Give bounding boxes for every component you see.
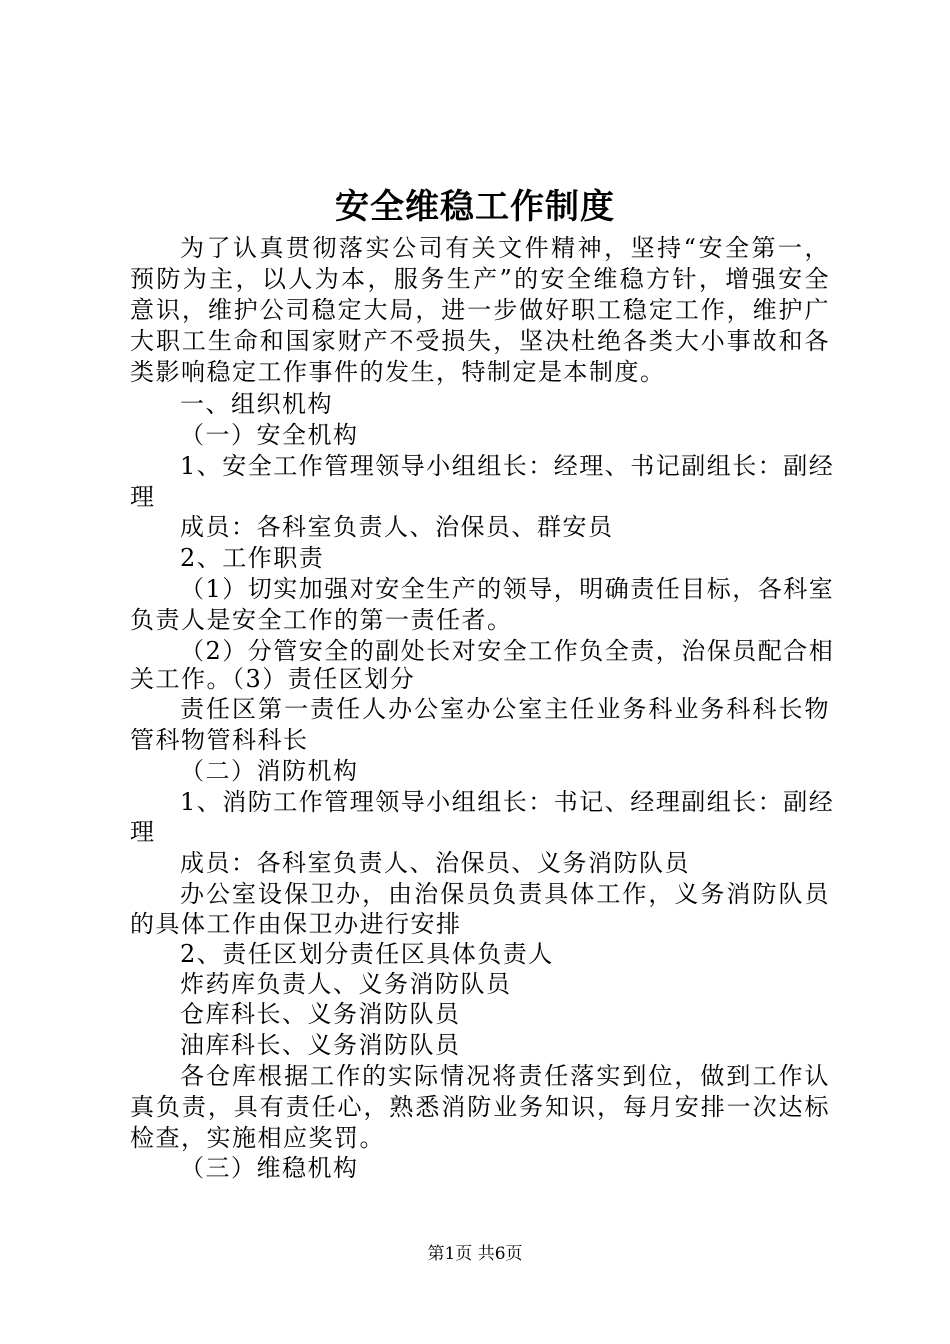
paragraph-line: 负责人是安全工作的第一责任者。 (130, 606, 513, 634)
paragraph-line: 2、责任区划分责任区具体负责人 (180, 940, 554, 968)
paragraph-line: 意识，维护公司稳定大局，进一步做好职工稳定工作，维护广 (130, 296, 830, 324)
paragraph-line: 炸药库负责人、义务消防队员 (180, 970, 512, 998)
paragraph-line: 检查，实施相应奖罚。 (130, 1124, 385, 1152)
paragraph-line: 预防为主，以人为本，服务生产”的安全维稳方针，增强安全 (130, 265, 830, 293)
section-heading: 一、组织机构 (180, 390, 333, 418)
paragraph-line: 理 (130, 483, 156, 511)
paragraph-line: （2）分管安全的副处长对安全工作负全责，治保员配合相 (180, 637, 835, 665)
paragraph-line: 1、消防工作管理领导小组组长：书记、经理副组长：副经 (180, 788, 835, 816)
page-number-footer: 第1页 共6页 (427, 1244, 523, 1264)
paragraph-line: 各仓库根据工作的实际情况将责任落实到位，做到工作认 (180, 1062, 830, 1090)
paragraph-line: 真负责，具有责任心，熟悉消防业务知识，每月安排一次达标 (130, 1093, 830, 1121)
paragraph-line: 1、安全工作管理领导小组组长：经理、书记副组长：副经 (180, 452, 835, 480)
paragraph-line: 油库科长、义务消防队员 (180, 1031, 461, 1059)
paragraph-line: 大职工生命和国家财产不受损失，坚决杜绝各类大小事故和各 (130, 327, 830, 355)
subsection-heading: （三）维稳机构 (180, 1154, 359, 1182)
paragraph-line: 管科物管科科长 (130, 726, 309, 754)
paragraph-line: 类影响稳定工作事件的发生，特制定是本制度。 (130, 358, 666, 386)
paragraph-line: 成员：各科室负责人、治保员、义务消防队员 (180, 849, 690, 877)
paragraph-line: 成员：各科室负责人、治保员、群安员 (180, 513, 614, 541)
paragraph-line: 关工作。（3）责任区划分 (130, 665, 416, 693)
paragraph-line: 办公室设保卫办，由治保员负责具体工作，义务消防队员 (180, 880, 830, 908)
subsection-heading: （二）消防机构 (180, 757, 359, 785)
paragraph-line: 2、工作职责 (180, 544, 325, 572)
subsection-heading: （一）安全机构 (180, 421, 359, 449)
paragraph-line: 理 (130, 818, 156, 846)
paragraph-line: 的具体工作由保卫办进行安排 (130, 910, 462, 938)
paragraph-line: 责任区第一责任人办公室办公室主任业务科业务科科长物 (180, 695, 830, 723)
paragraph-line: 为了认真贯彻落实公司有关文件精神，坚持“安全第一， (180, 234, 830, 262)
paragraph-line: （1）切实加强对安全生产的领导，明确责任目标，各科室 (180, 575, 835, 603)
paragraph-line: 仓库科长、义务消防队员 (180, 1000, 461, 1028)
document-title: 安全维稳工作制度 (335, 187, 615, 227)
